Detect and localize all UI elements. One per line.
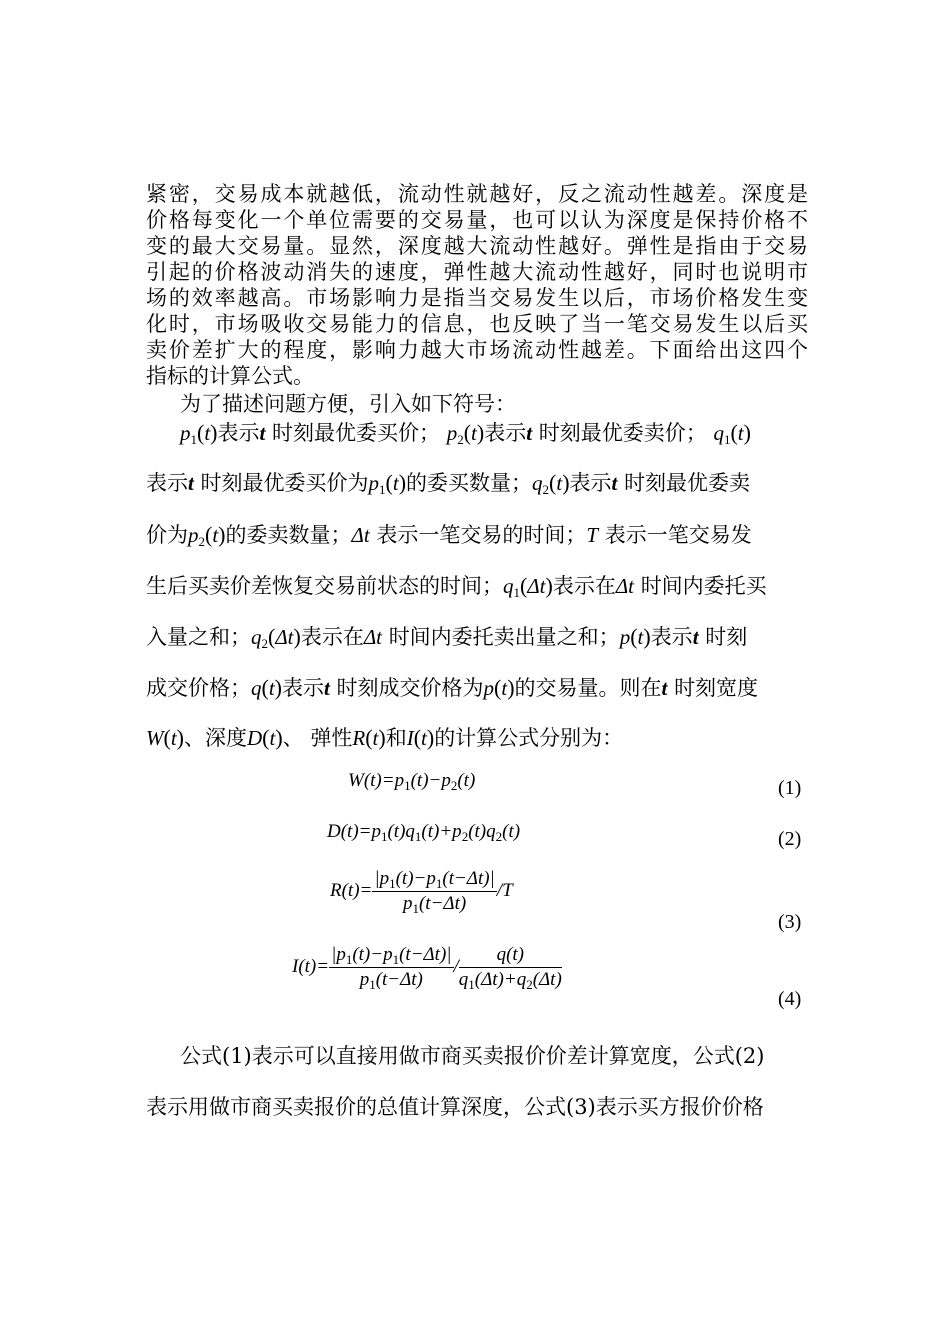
text-line: 价格每变化一个单位需要的交易量，也可以认为深度是保持价格不 bbox=[146, 208, 808, 232]
equation-number: (1) bbox=[778, 777, 802, 799]
def-line-6: 成交价格；q(t)表示t 时刻成交价格为p(t)的交易量。则在t 时刻宽度 bbox=[146, 675, 759, 700]
text-line: 化时，市场吸收交易能力的信息，也反映了当一笔交易发生以后买 bbox=[146, 312, 808, 336]
text-line: 紧密，交易成本就越低，流动性就越好，反之流动性越差。深度是 bbox=[146, 182, 808, 206]
equation-number: (4) bbox=[778, 988, 802, 1010]
text-line: 引起的价格波动消失的速度，弹性越大流动性越好，同时也说明市 bbox=[146, 260, 808, 284]
equation-number: (3) bbox=[778, 911, 802, 933]
text-line: 表示用做市商买卖报价的总值计算深度，公式(3)表示买方报价价格 bbox=[146, 1095, 764, 1119]
text-line: 变的最大交易量。显然，深度越大流动性越好。弹性是指由于交易 bbox=[146, 234, 808, 258]
def-line-3: 价为p2(t)的委卖数量；Δt 表示一笔交易的时间；T 表示一笔交易发 bbox=[146, 522, 752, 549]
equation-depth: $D(t)=p_1(t)q_1(t)+p_2(t)q_2(t)$ bbox=[327, 821, 521, 844]
equation-number: (2) bbox=[778, 828, 802, 850]
def-line-1: p1(t)表示t 时刻最优委买价； p2(t)表示t 时刻最优委卖价； q1(t) bbox=[180, 420, 751, 447]
text-line: 公式(1)表示可以直接用做市商买卖报价价差计算宽度，公式(2) bbox=[180, 1044, 765, 1068]
def-line-2: 表示t 时刻最优委买价为p1(t)的委买数量；q2(t)表示t 时刻最优委卖 bbox=[146, 470, 751, 497]
def-line-7: W(t)、深度D(t)、 弹性R(t)和I(t)的计算公式分别为： bbox=[146, 725, 624, 750]
paragraph-liquidity-definitions bbox=[146, 181, 808, 389]
def-line-4: 生后买卖价差恢复交易前状态的时间；q1(Δt)表示在Δt 时间内委托买 bbox=[146, 573, 767, 600]
equation-impact: I(t)= $\frac{|p_1(t)-p_1(t-\Delta t)|}{p_1(t-\Delta t)}$ / $\frac{q(t)}{q_1(\Delta t)+q_2(\Delta t)}$ bbox=[292, 944, 562, 992]
def-line-5: 入量之和；q2(Δt)表示在Δt 时间内委托卖出量之和；p(t)表示t 时刻 bbox=[146, 624, 748, 651]
text-line: 卖价差扩大的程度，影响力越大市场流动性越差。下面给出这四个 bbox=[146, 338, 808, 362]
text-line: 指标的计算公式。 bbox=[146, 364, 314, 388]
equation-resiliency: R(t)= $\frac{|p_1(t)-p_1(t-\Delta t)|}{p_1(t-\Delta t)}$ /T bbox=[330, 868, 513, 916]
equation-width: $W(t)=p_1(t)-p_2(t)$ bbox=[348, 770, 476, 793]
intro-symbols-line: 为了描述问题方便，引入如下符号： bbox=[180, 392, 516, 416]
text-line: 场的效率越高。市场影响力是指当交易发生以后，市场价格发生变 bbox=[146, 286, 808, 310]
